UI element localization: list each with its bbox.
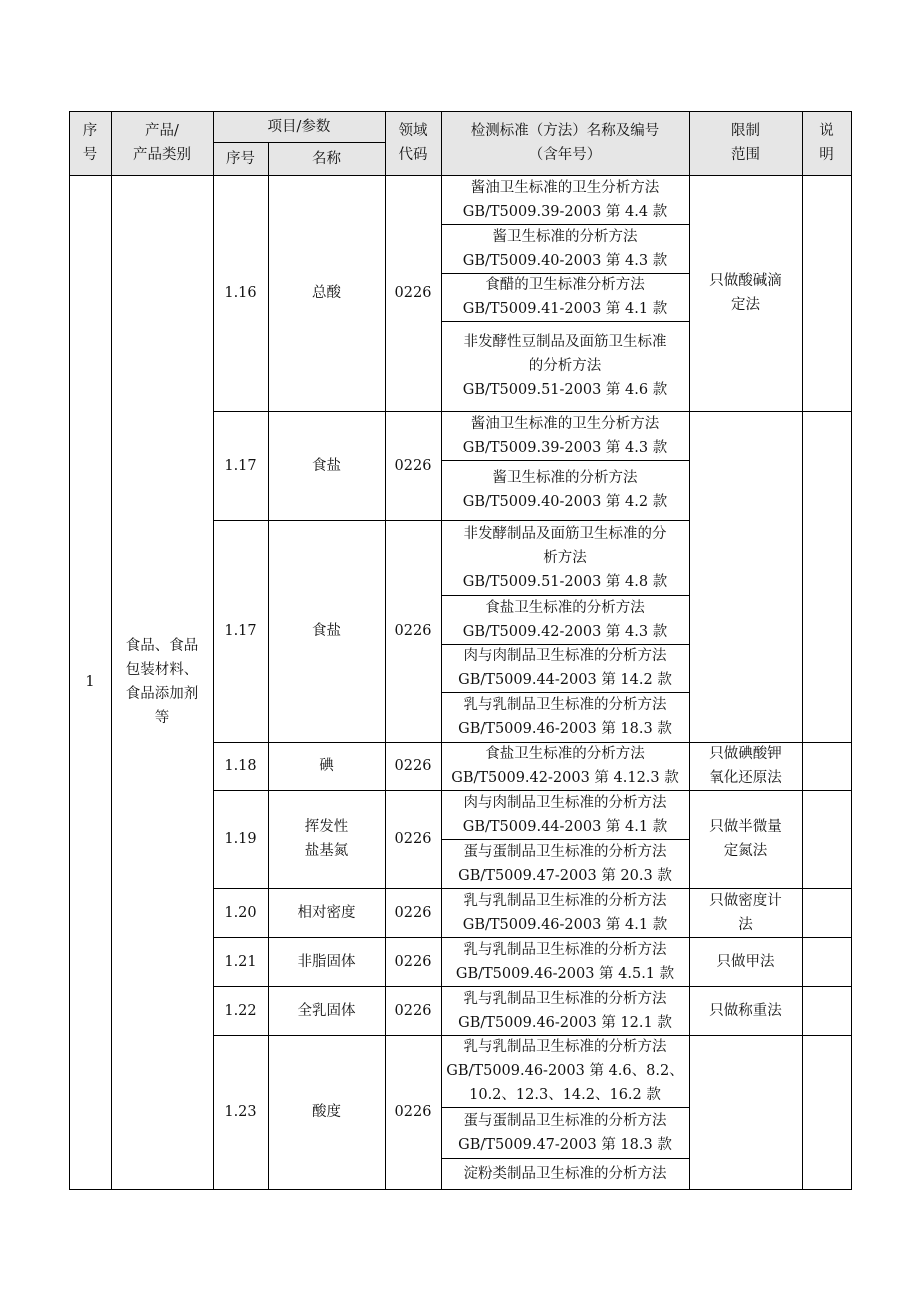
item-seq	[213, 411, 268, 520]
standard-cell	[441, 595, 689, 644]
table-top-border	[69, 111, 852, 112]
standard-cell-line: GB/T5009.44-2003 第 4.1 款	[462, 818, 668, 835]
item-limit-line: 只做半微量	[709, 819, 782, 835]
item-limit-line: 只做碘酸钾	[709, 746, 782, 762]
table-rule	[69, 175, 851, 176]
category-seq	[69, 175, 111, 1189]
item-seq-line: 1.17	[224, 457, 257, 474]
item-seq	[213, 986, 268, 1035]
standard-cell	[441, 411, 689, 460]
header-standard	[441, 111, 689, 175]
standard-cell-line: GB/T5009.46-2003 第 18.3 款	[458, 721, 672, 737]
standard-cell-line: GB/T5009.40-2003 第 4.3 款	[462, 252, 668, 269]
standard-cell-line: GB/T5009.51-2003 第 4.6 款	[462, 382, 668, 398]
standard-cell-line: 食盐卫生标准的分析方法	[485, 599, 645, 616]
item-code	[385, 175, 441, 411]
table-rule	[441, 411, 689, 412]
header-standard-line: 检测标准（方法）名称及编号	[470, 123, 660, 139]
table-rule	[441, 644, 689, 645]
item-limit	[689, 175, 802, 411]
standard-cell	[441, 742, 689, 790]
item-seq	[213, 790, 268, 888]
item-name-line: 碘	[319, 758, 334, 774]
standard-cell-line: GB/T5009.46-2003 第 12.1 款	[458, 1014, 672, 1031]
header-limit	[689, 111, 802, 175]
standard-cell-line: 肉与肉制品卫生标准的分析方法	[463, 794, 667, 811]
item-seq-line: 1.19	[224, 831, 257, 847]
standard-cell-line: GB/T5009.51-2003 第 4.8 款	[462, 573, 668, 590]
item-seq-line: 1.20	[224, 904, 257, 921]
item-code	[385, 790, 441, 888]
standard-cell-line: GB/T5009.42-2003 第 4.12.3 款	[451, 770, 679, 786]
item-limit-line: 氧化还原法	[709, 770, 782, 786]
item-code-line: 0226	[394, 1002, 432, 1019]
table-rule	[689, 111, 690, 1189]
standard-cell-line: 非发酵制品及面筋卫生标准的分	[463, 525, 667, 542]
standard-cell-line: 乳与乳制品卫生标准的分析方法	[463, 990, 667, 1007]
header-note-line: 说	[819, 123, 834, 139]
standard-cell	[441, 224, 689, 273]
item-code	[385, 411, 441, 520]
table-rule	[213, 790, 441, 791]
item-limit	[689, 742, 802, 790]
header-limit-line: 限制	[731, 123, 760, 139]
standard-cell-line: 10.2、12.3、14.2、16.2 款	[469, 1087, 661, 1103]
header-note	[802, 111, 851, 175]
category-name-line: 包装材料、	[125, 662, 199, 678]
table-rule	[111, 111, 112, 1189]
standard-cell	[441, 175, 689, 224]
header-product-line: 产品/	[145, 123, 179, 139]
table-rule	[441, 692, 689, 693]
table-rule	[213, 986, 441, 987]
table-rule	[441, 790, 689, 791]
item-name	[268, 1035, 385, 1189]
item-limit	[689, 790, 802, 888]
item-name	[268, 986, 385, 1035]
item-code-line: 0226	[394, 623, 432, 639]
header-product-line: 产品类别	[133, 147, 191, 163]
standard-cell-line: GB/T5009.39-2003 第 4.4 款	[462, 203, 668, 220]
item-code	[385, 888, 441, 937]
item-seq	[213, 175, 268, 411]
standard-cell	[441, 692, 689, 742]
standard-cell-line: 蛋与蛋制品卫生标准的分析方法	[463, 843, 667, 860]
item-name	[268, 742, 385, 790]
table-rule	[441, 321, 689, 322]
table-rule	[441, 888, 689, 889]
standard-cell-line: GB/T5009.46-2003 第 4.1 款	[462, 916, 668, 933]
item-limit	[689, 937, 802, 986]
header-item-name-line: 名称	[312, 150, 341, 167]
table-bottom-border	[69, 1189, 852, 1190]
table-rule	[689, 937, 851, 938]
item-code-line: 0226	[394, 904, 432, 921]
table-right-border	[851, 111, 852, 1190]
header-product	[111, 111, 213, 175]
standard-cell	[441, 937, 689, 986]
standard-cell-line: GB/T5009.40-2003 第 4.2 款	[462, 494, 668, 510]
header-item-param-line: 项目/参数	[267, 118, 331, 135]
item-code-line: 0226	[394, 831, 432, 847]
header-note-line: 明	[819, 147, 834, 163]
table-rule	[213, 411, 441, 412]
header-standard-line: （含年号）	[528, 147, 602, 163]
standard-cell	[441, 1035, 689, 1107]
table-rule	[689, 742, 851, 743]
header-seq-line: 号	[82, 147, 98, 163]
header-seq	[69, 111, 111, 175]
item-code-line: 0226	[394, 758, 432, 774]
item-name-line: 盐基氮	[304, 843, 349, 859]
standard-cell-line: 食醋的卫生标准分析方法	[485, 277, 645, 293]
item-limit-line: 只做称重法	[709, 1002, 782, 1019]
standard-cell-line: 食盐卫生标准的分析方法	[485, 746, 645, 762]
item-name-line: 相对密度	[297, 904, 356, 921]
table-left-border	[69, 111, 70, 1189]
item-name	[268, 888, 385, 937]
item-name	[268, 790, 385, 888]
standard-cell	[441, 839, 689, 888]
table-rule	[802, 111, 803, 1189]
standard-cell	[441, 273, 689, 321]
header-item-seq	[213, 142, 268, 175]
category-name-line: 食品、食品	[125, 638, 199, 654]
standard-cell-line: 乳与乳制品卫生标准的分析方法	[463, 941, 667, 958]
category-name	[111, 175, 213, 1189]
item-code	[385, 742, 441, 790]
table-rule	[441, 1035, 689, 1036]
category-name-line: 等	[154, 710, 170, 726]
category-seq-line: 1	[85, 674, 95, 690]
table-rule	[441, 520, 689, 521]
item-limit-line: 法	[738, 916, 753, 933]
standard-cell-line: 酱卫生标准的分析方法	[492, 228, 638, 245]
standard-cell	[441, 1158, 689, 1189]
item-name-line: 非脂固体	[297, 953, 356, 970]
item-limit-line: 定氮法	[723, 843, 768, 859]
standard-cell	[441, 460, 689, 520]
item-seq	[213, 937, 268, 986]
table-rule	[689, 411, 851, 412]
standard-cell-line: 乳与乳制品卫生标准的分析方法	[463, 697, 667, 713]
standard-cell	[441, 888, 689, 937]
table-rule	[213, 937, 441, 938]
item-code-line: 0226	[394, 457, 432, 474]
item-seq	[213, 742, 268, 790]
item-limit-line: 只做密度计	[709, 892, 782, 909]
item-code	[385, 1035, 441, 1189]
table-rule	[689, 888, 851, 889]
table-rule	[689, 986, 851, 987]
table-rule	[441, 937, 689, 938]
item-code-line: 0226	[394, 285, 432, 301]
table-rule	[441, 1107, 689, 1108]
item-name	[268, 937, 385, 986]
item-seq-line: 1.17	[224, 623, 257, 639]
item-name-line: 挥发性	[304, 819, 349, 835]
item-seq	[213, 888, 268, 937]
item-name-line: 总酸	[312, 285, 341, 301]
header-item-param	[213, 111, 385, 142]
table-rule	[213, 520, 441, 521]
header-item-seq-line: 序号	[226, 150, 255, 167]
standard-cell-line: 酱卫生标准的分析方法	[492, 470, 638, 486]
item-limit-line: 定法	[731, 297, 760, 313]
standard-cell	[441, 1107, 689, 1158]
standard-cell-line: GB/T5009.42-2003 第 4.3 款	[462, 623, 668, 640]
standard-cell-line: GB/T5009.39-2003 第 4.3 款	[462, 439, 668, 456]
table-rule	[441, 1158, 689, 1159]
table-rule	[441, 986, 689, 987]
table-rule	[689, 1035, 851, 1036]
table-rule	[689, 790, 851, 791]
item-name-line: 全乳固体	[297, 1002, 356, 1019]
table-rule	[213, 111, 214, 1189]
item-limit	[689, 888, 802, 937]
standard-cell-line: GB/T5009.47-2003 第 18.3 款	[458, 1136, 672, 1153]
item-seq-line: 1.22	[224, 1002, 257, 1019]
item-code	[385, 520, 441, 742]
header-field-code	[385, 111, 441, 175]
item-name	[268, 175, 385, 411]
item-name-line: 食盐	[312, 623, 341, 639]
standard-cell-line: GB/T5009.46-2003 第 4.5.1 款	[455, 965, 675, 982]
item-seq	[213, 1035, 268, 1189]
standard-cell-line: 蛋与蛋制品卫生标准的分析方法	[463, 1112, 667, 1129]
table-rule	[441, 839, 689, 840]
table-rule	[441, 224, 689, 225]
item-limit-line: 只做酸碱滴	[709, 273, 782, 289]
standard-cell-line: 乳与乳制品卫生标准的分析方法	[463, 1039, 667, 1055]
table-rule	[213, 888, 441, 889]
standard-cell	[441, 321, 689, 411]
table-rule	[213, 1035, 441, 1036]
standard-cell	[441, 790, 689, 839]
item-code	[385, 986, 441, 1035]
standard-cell-line: 非发酵性豆制品及面筋卫生标准	[463, 334, 667, 350]
standard-cell-line: GB/T5009.46-2003 第 4.6、8.2、	[446, 1063, 684, 1079]
standard-cell-line: 酱油卫生标准的卫生分析方法	[470, 415, 660, 432]
header-seq-line: 序	[82, 123, 98, 139]
table-rule	[385, 111, 386, 1189]
item-code-line: 0226	[394, 1104, 432, 1120]
standard-cell-line: 的分析方法	[528, 358, 602, 374]
item-seq-line: 1.18	[224, 758, 257, 774]
table-rule	[268, 142, 269, 1189]
header-field-code-line: 代码	[398, 147, 428, 163]
standard-cell-line: GB/T5009.44-2003 第 14.2 款	[458, 672, 672, 688]
table-rule	[441, 460, 689, 461]
item-seq	[213, 520, 268, 742]
item-name-line: 食盐	[312, 457, 341, 474]
standard-cell-line: 析方法	[543, 549, 587, 566]
table-rule	[213, 742, 441, 743]
standard-cell-line: GB/T5009.47-2003 第 20.3 款	[458, 867, 672, 884]
standard-cell-line: 酱油卫生标准的卫生分析方法	[470, 179, 660, 196]
standard-cell	[441, 644, 689, 692]
standard-cell	[441, 986, 689, 1035]
table-rule	[441, 742, 689, 743]
item-seq-line: 1.16	[224, 285, 257, 301]
item-seq-line: 1.21	[224, 953, 257, 970]
category-name-line: 食品添加剂	[125, 686, 199, 702]
header-field-code-line: 领域	[398, 123, 428, 139]
standard-cell	[441, 520, 689, 595]
item-limit	[689, 986, 802, 1035]
table-rule	[213, 142, 385, 143]
table-rule	[441, 273, 689, 274]
item-limit-line: 只做甲法	[716, 953, 775, 970]
header-item-name	[268, 142, 385, 175]
header-limit-line: 范围	[731, 147, 760, 163]
item-seq-line: 1.23	[224, 1104, 257, 1120]
standard-cell-line: GB/T5009.41-2003 第 4.1 款	[462, 301, 668, 317]
standard-cell-line: 淀粉类制品卫生标准的分析方法	[463, 1165, 667, 1182]
item-code	[385, 937, 441, 986]
standard-cell-line: 乳与乳制品卫生标准的分析方法	[463, 892, 667, 909]
standard-cell-line: 肉与肉制品卫生标准的分析方法	[463, 648, 667, 664]
item-name	[268, 411, 385, 520]
table-rule	[441, 595, 689, 596]
item-name-line: 酸度	[312, 1104, 341, 1120]
item-name	[268, 520, 385, 742]
item-code-line: 0226	[394, 953, 432, 970]
